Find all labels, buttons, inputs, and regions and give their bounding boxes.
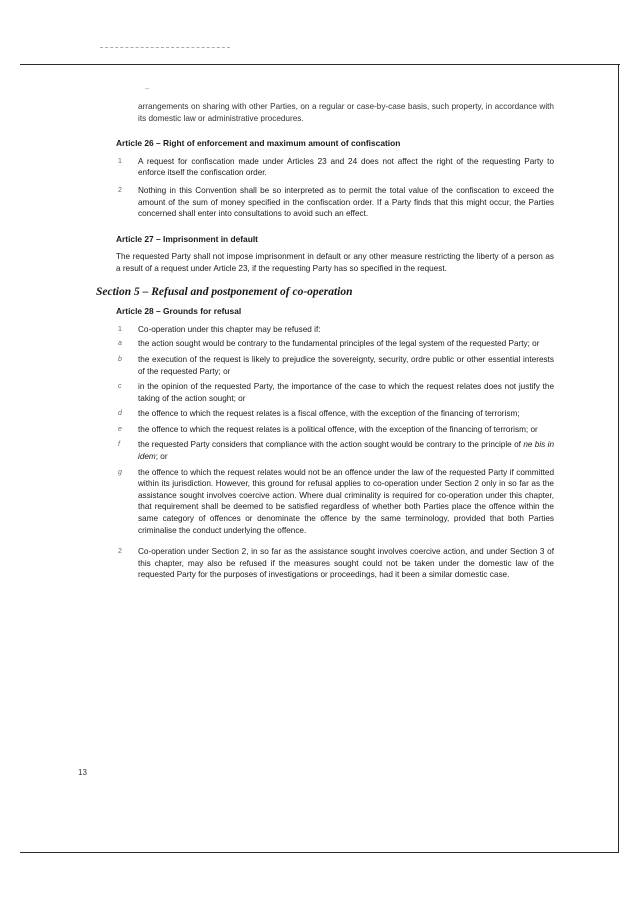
list-text: the execution of the request is likely to prejudice the sovereignty, security, ordre public or other essential interests of the requested Party; or [138,354,554,376]
article-28-heading: Article 28 – Grounds for refusal [116,306,242,317]
list-text-after: ; or [155,452,168,462]
intro-paragraph: arrangements on sharing with other Parties, on a regular or case-by-case basis, such property, in accordance with its domestic law or administrative procedures. [138,102,554,123]
list-item [116,381,554,404]
document-body [96,101,555,587]
list-text-before: the requested Party considers that compliance with the action sought would be contrary to the principle of [138,440,524,450]
article-27-text: The requested Party shall not impose imprisonment in default or any other measure restricting the liberty of a person as a result of a request under Article 23, if the requesting Party has so specified in the request. [116,252,554,273]
paragraph-text: A request for confiscation made under Articles 23 and 24 does not affect the right of the requesting Party to enforce itself the confiscation order. [138,156,554,178]
list-item [116,439,554,462]
article-28-paragraph-1 [116,324,554,336]
article-26-paragraph-2 [116,185,554,220]
article-26-heading: Article 26 – Right of enforcement and maximum amount of confiscation [116,138,401,149]
list-text: the action sought would be contrary to the fundamental principles of the legal system of the requested Party; or [138,339,540,349]
paragraph-text: Nothing in this Convention shall be so interpreted as to permit the total value of the confiscation to exceed the amount of the sum of money specified in the confiscation order. If a Party finds that this might occur, the Parties concerned shall enter into consultations to avoid such an effect. [138,185,554,219]
list-letter: d [118,410,122,418]
paragraph-text: Co-operation under Section 2, in so far as the assistance sought involves coercive action, and under Section 3 of this chapter, may also be refused if the measures sought could not be taken under the domestic law of the requested Party for the purposes of investigations or proceedings, had it been a similar domestic case. [138,547,554,580]
list-letter: b [118,355,122,363]
list-text: the offence to which the request relates is a fiscal offence, with the exception of the financing of terrorism; [138,409,520,419]
paragraph-number: 2 [118,548,122,556]
article-28-paragraph-2 [116,546,554,581]
section-5-title: Section 5 – Refusal and postponement of co-operation [96,285,353,298]
paragraph-text: Co-operation under this chapter may be refused if: [138,324,321,334]
top-border-line [20,64,620,65]
list-item [116,338,554,350]
list-text: the offence to which the request relates would not be an offence under the law of the requested Party if committed within its jurisdiction. However, this ground for refusal applies to co-operation under Section 2 only in so far as the assistance sought involves coercive action. Where dual criminality is required for co-operation under this chapter, that requirement shall be deemed to be satisfied regardless of whether both Parties place the offence within the same category of offences or denominate the offence by the same terminology, provided that both Parties criminalise the conduct underlying the offence. [138,467,554,535]
list-text-italic: ne bis in idem [138,440,555,462]
article-26-paragraph-1 [116,156,554,179]
list-letter: a [118,340,122,348]
list-item [116,424,554,436]
list-item [116,467,554,537]
scan-artifact-line [100,47,230,48]
list-item [116,408,554,420]
list-letter: e [118,425,122,433]
paragraph-number: 1 [118,157,122,165]
right-border-line [618,64,619,852]
paragraph-number: 2 [118,186,122,194]
list-letter: g [118,468,122,476]
page-number: 13 [78,768,87,777]
paragraph-number: 1 [118,325,122,333]
list-letter: f [118,441,120,449]
list-letter: c [118,383,122,391]
bottom-border-line [20,852,619,853]
list-text: in the opinion of the requested Party, the importance of the case to which the request relates does not justify the taking of the action sought; or [138,382,554,403]
article-27-heading: Article 27 – Imprisonment in default [116,233,258,244]
list-text: the offence to which the request relates is a political offence, with the exception of the financing of terrorism; or [138,424,538,434]
top-mark: – [145,84,150,93]
list-item [116,354,554,377]
